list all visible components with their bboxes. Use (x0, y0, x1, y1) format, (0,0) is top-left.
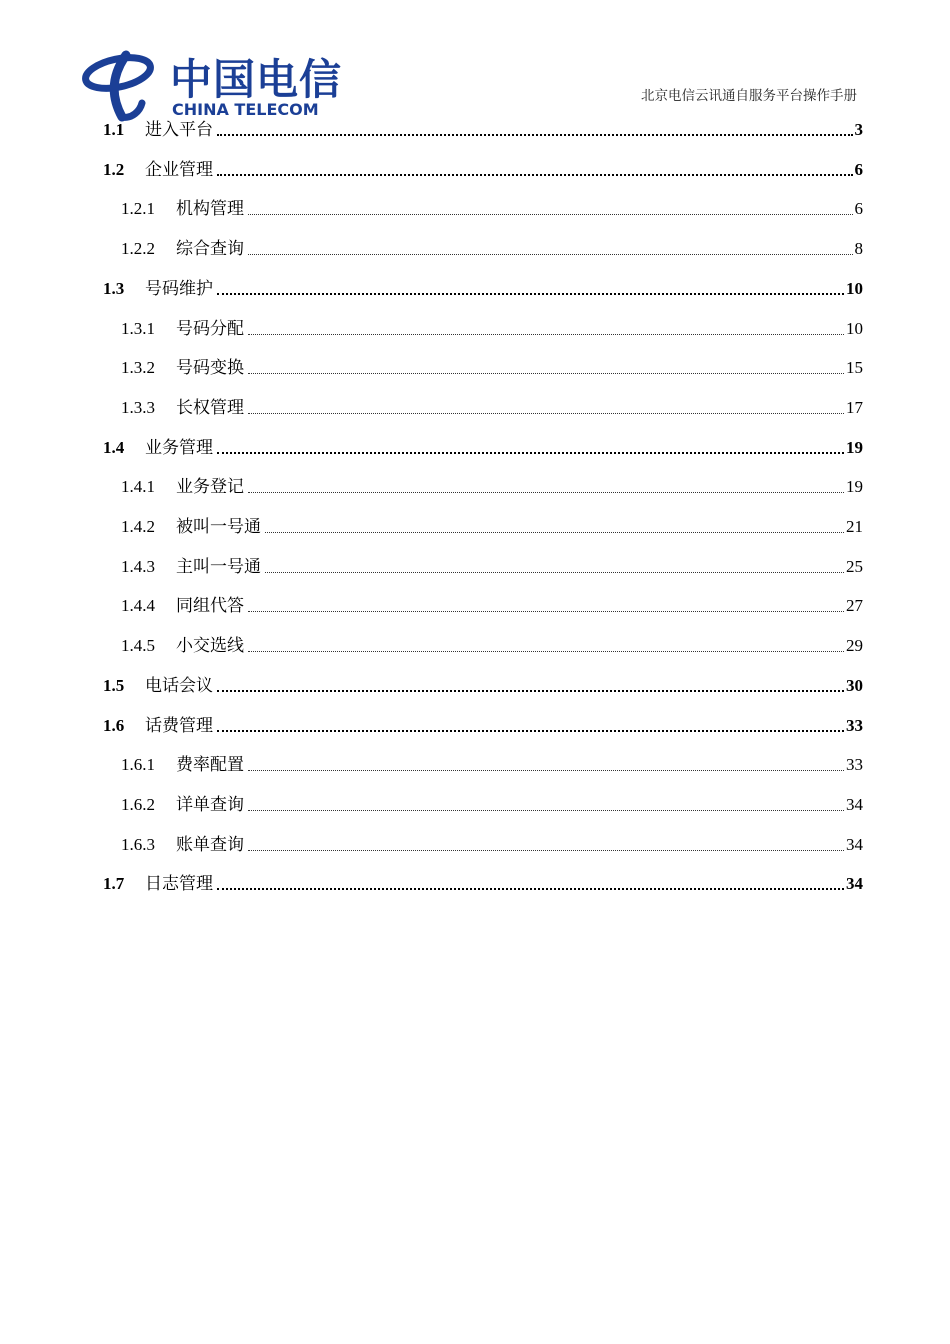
toc-dot-leader (248, 770, 844, 771)
toc-entry-number: 1.1 (103, 120, 125, 139)
toc-dot-leader (248, 651, 844, 652)
toc-entry-page: 34 (846, 874, 863, 894)
toc-dot-leader (217, 730, 844, 732)
toc-entry-label: 话费管理 (145, 715, 213, 736)
toc-dot-leader (265, 532, 844, 533)
toc-entry-page: 19 (846, 477, 863, 497)
toc-dot-leader (217, 134, 853, 136)
toc-entry-label: 电话会议 (145, 675, 213, 696)
toc-entry-number: 1.4.3 (121, 556, 155, 576)
toc-entry-page: 33 (846, 715, 863, 735)
toc-entry-page: 8 (854, 239, 863, 259)
toc-entry-page: 10 (846, 278, 863, 298)
toc-dot-leader (248, 214, 853, 215)
toc-entry[interactable] (103, 671, 863, 697)
toc-entry-label: 业务管理 (145, 437, 213, 458)
toc-entry-number: 1.4.4 (121, 596, 155, 616)
toc-dot-leader (217, 690, 844, 692)
toc-entry-label: 综合查询 (176, 239, 244, 260)
toc-entry-number: 1.2.2 (121, 239, 155, 259)
toc-entry-page: 30 (846, 675, 863, 695)
toc-entry-label: 详单查询 (176, 794, 244, 815)
toc-entry[interactable] (103, 433, 863, 459)
toc-entry-page: 6 (854, 199, 863, 219)
logo-chinese-text: 中国电信 (170, 55, 343, 104)
toc-entry-number: 1.4.1 (121, 477, 155, 497)
toc-entry-number: 1.2.1 (121, 199, 155, 219)
toc-entry-number: 1.3.1 (121, 318, 155, 338)
toc-dot-leader (248, 334, 844, 335)
toc-entry-number: 1.5 (103, 675, 125, 695)
document-header-title: 北京电信云讯通自服务平台操作手册 (641, 88, 857, 104)
toc-entry-page: 6 (854, 159, 863, 179)
toc-dot-leader (265, 572, 844, 573)
toc-entry-number: 1.7 (103, 874, 125, 894)
toc-entry-label: 号码变换 (176, 358, 244, 379)
toc-entry[interactable] (103, 314, 863, 340)
toc-entry-number: 1.3 (103, 278, 125, 298)
toc-entry[interactable] (103, 155, 863, 181)
toc-entry-label: 小交选线 (176, 636, 244, 657)
toc-entry[interactable] (103, 830, 863, 856)
toc-entry[interactable] (103, 194, 863, 220)
toc-entry-page: 19 (846, 437, 863, 457)
toc-entry-number: 1.6.1 (121, 755, 155, 775)
toc-entry[interactable] (103, 115, 863, 141)
toc-entry[interactable] (103, 393, 863, 419)
toc-dot-leader (248, 254, 853, 255)
toc-entry[interactable] (103, 591, 863, 617)
toc-entry[interactable] (103, 631, 863, 657)
toc-entry-number: 1.4.5 (121, 636, 155, 656)
toc-entry-label: 被叫一号通 (176, 517, 261, 537)
toc-entry-number: 1.2 (103, 159, 125, 179)
toc-entry-label: 企业管理 (145, 159, 213, 180)
toc-entry-label: 长权管理 (176, 397, 244, 418)
toc-dot-leader (248, 611, 844, 612)
toc-entry-number: 1.3.3 (121, 397, 155, 417)
toc-entry[interactable] (103, 512, 863, 538)
toc-entry[interactable] (103, 234, 863, 260)
toc-entry-page: 34 (846, 794, 863, 814)
toc-entry-page: 25 (846, 556, 863, 576)
toc-entry-label: 进入平台 (145, 120, 213, 140)
toc-entry[interactable] (103, 552, 863, 578)
toc-dot-leader (217, 174, 853, 176)
toc-entry-page: 34 (846, 834, 863, 854)
toc-dot-leader (248, 850, 844, 851)
toc-entry-label: 主叫一号通 (176, 556, 261, 577)
toc-dot-leader (217, 293, 844, 295)
toc-entry-number: 1.6 (103, 715, 125, 735)
toc-entry-number: 1.6.3 (121, 834, 155, 854)
toc-entry-page: 29 (846, 636, 863, 656)
toc-dot-leader (217, 888, 844, 890)
toc-entry-page: 10 (846, 318, 863, 338)
toc-entry-page: 21 (846, 517, 863, 536)
toc-entry-label: 费率配置 (176, 755, 244, 776)
toc-entry-label: 号码分配 (176, 318, 244, 339)
toc-entry-page: 15 (846, 358, 863, 378)
toc-entry-label: 日志管理 (145, 874, 213, 895)
toc-dot-leader (248, 492, 844, 493)
toc-entry-label: 机构管理 (176, 199, 244, 220)
china-telecom-logo (82, 45, 342, 123)
toc-entry-label: 同组代答 (176, 596, 244, 617)
toc-entry-page: 3 (854, 120, 863, 139)
toc-entry-number: 1.3.2 (121, 358, 155, 378)
toc-entry-label: 账单查询 (176, 834, 244, 855)
toc-dot-leader (248, 373, 844, 374)
toc-dot-leader (217, 452, 844, 454)
toc-entry[interactable] (103, 353, 863, 379)
toc-entry-number: 1.4.2 (121, 517, 155, 536)
telecom-emblem-icon (82, 45, 172, 123)
toc-entry[interactable] (103, 869, 863, 895)
toc-entry-page: 33 (846, 755, 863, 775)
toc-entry-number: 1.6.2 (121, 794, 155, 814)
toc-entry[interactable] (103, 711, 863, 737)
toc-entry[interactable] (103, 472, 863, 498)
toc-entry-page: 17 (846, 397, 863, 417)
toc-entry[interactable] (103, 790, 863, 816)
toc-dot-leader (248, 810, 844, 811)
toc-entry[interactable] (103, 750, 863, 776)
toc-entry-label: 业务登记 (176, 477, 244, 498)
toc-entry-label: 号码维护 (145, 278, 213, 299)
logo-english-text: CHINA TELECOM (172, 100, 319, 119)
toc-entry-number: 1.4 (103, 437, 125, 457)
toc-dot-leader (248, 413, 844, 414)
toc-entry[interactable] (103, 274, 863, 300)
toc-entry-page: 27 (846, 596, 863, 616)
